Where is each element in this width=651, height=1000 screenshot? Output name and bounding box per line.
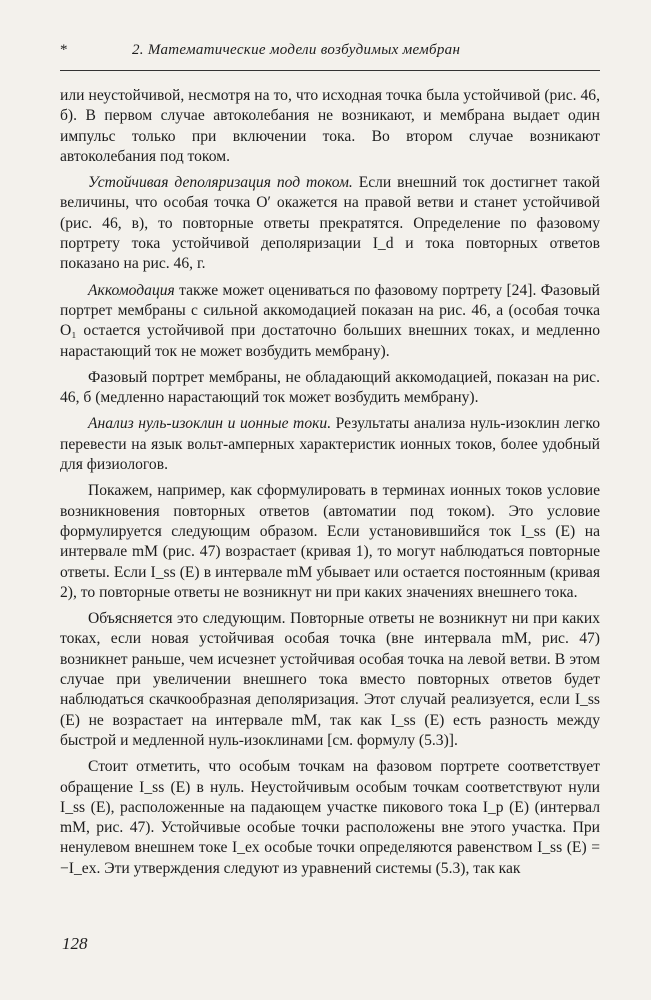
paragraph: Покажем, например, как сформулировать в терминах ионных токов условие возникновения повторных ответов (автоматии под током). Это условие формулируется следующим образом. Если установившийся ток I_ss (E) на интервале mM (рис. 47) возрастает (кривая 1), то могут наблюдаться повторные ответы. Если I_ss (E) в интервале mM убывает или остается постоянным (кривая 2), то повторные ответы не возникнут ни при каких значениях внешнего тока. [60,482,600,601]
paragraph: Анализ нуль-изоклин и ионные токи. Результаты анализа нуль-изоклин легко перевести на язык вольт-амперных характеристик ионных токов, более удобный для физиологов. [60,415,600,474]
paragraph: Фазовый портрет мембраны, не обладающий аккомодацией, показан на рис. 46, б (медленно нарастающий ток может возбудить мембрану). [60,368,600,407]
paragraph-lead: Анализ нуль-изоклин и ионные токи. [88,415,332,433]
paragraph-lead: Аккомодация [88,281,175,299]
body-text [60,86,600,885]
paragraph: Объясняется это следующим. Повторные ответы не возникнут ни при каких токах, если новая устойчивая особая точка (вне интервала mM, рис. 47) возникнет раньше, чем исчезнет устойчивая особая точка на левой ветви. В этом случае при увеличении внешнего тока вместо повторных ответов будет наблюдаться скачкообразная деполяризация. Этот случай реализуется, если I_ss (E) не возрастает на интервале mM, так как I_ss (E) есть разность между быстрой и медленной нуль-изоклинами [см. формулу (5.3)]. [60,610,600,749]
paragraph-lead: Устойчивая деполяризация под током. [88,174,353,192]
header-asterisk: * [60,42,68,58]
paragraph: Стоит отметить, что особым точкам на фазовом портрете соответствует обращение I_ss (E) в нуль. Неустойчивым особым точкам соответствуют нули I_ss (E), расположенные на падающем участке пикового тока I_p (E) (интервал mM, рис. 47). Устойчивые особые точки расположены вне этого участка. При ненулевом внешнем токе I_ex особые точки определяются равенством I_ss (E) = −I_ex. Эти утверждения следуют из уравнений системы (5.3), так как [60,758,600,877]
page-number: 128 [62,934,88,953]
paragraph: или неустойчивой, несмотря на то, что исходная точка была устойчивой (рис. 46, б). В первом случае автоколебания не возникают, и мембрана выдает один импульс только при включении тока. Во втором случае возникают автоколебания под током. [60,87,600,165]
header-rule [60,70,600,71]
paragraph: Аккомодация также может оцениваться по фазовому портрету [24]. Фазовый портрет мембраны с сильной аккомодацией показан на рис. 46, а (особая точка O₁ остается устойчивой при достаточно больших внешних токах, и медленно нарастающий ток не может возбудить мембрану). [60,281,600,360]
paragraph: Устойчивая деполяризация под током. Если внешний ток достигнет такой величины, что особая точка O′ окажется на правой ветви и станет устойчивой (рис. 46, в), то повторные ответы прекратятся. Определение по фазовому портрету тока устойчивой деполяризации I_d и тока повторных ответов показано на рис. 46, г. [60,174,601,273]
header-title: 2. Математические модели возбудимых мембран [132,42,461,58]
